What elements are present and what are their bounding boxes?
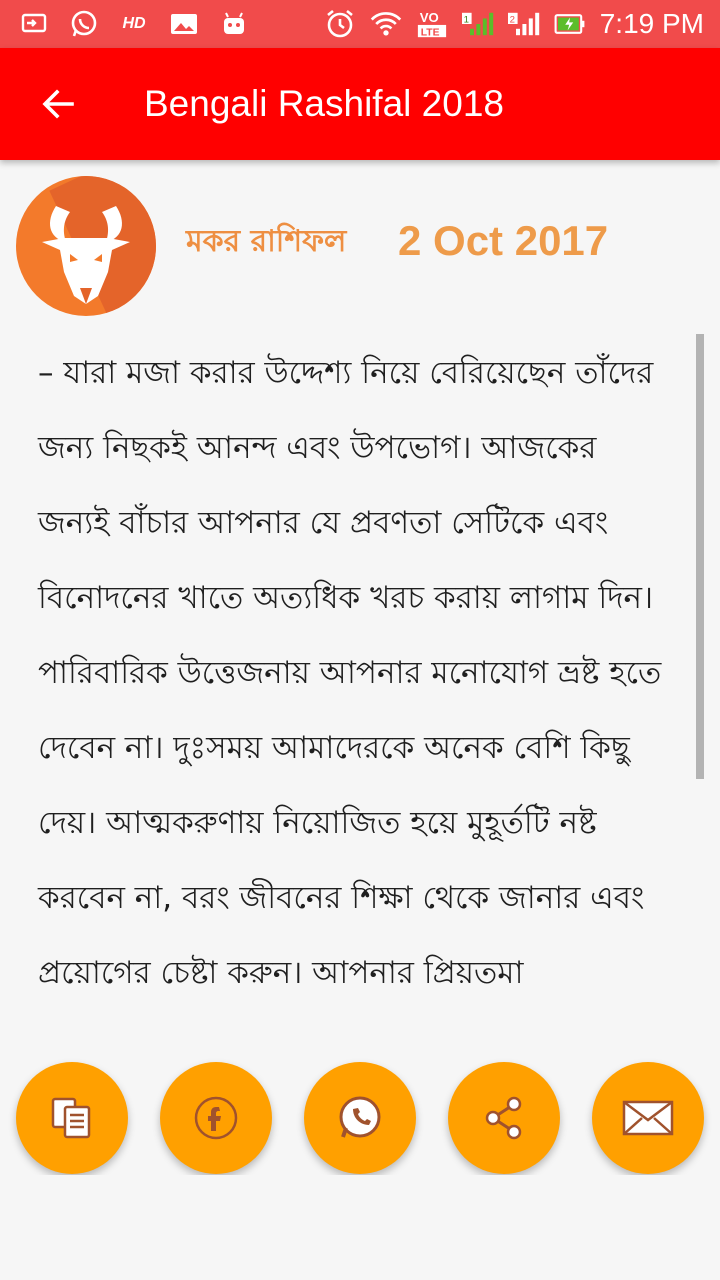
signal-sim1-icon [462, 8, 494, 40]
mail-icon [621, 1098, 675, 1138]
email-button[interactable] [592, 1062, 704, 1174]
whatsapp-icon [68, 8, 100, 40]
action-row [0, 1062, 720, 1174]
android-icon [218, 8, 250, 40]
svg-text:1: 1 [463, 14, 469, 26]
goat-head-icon [16, 176, 156, 316]
hd-icon: HD [122, 15, 146, 32]
scrollbar[interactable] [696, 334, 704, 779]
alarm-icon [324, 8, 356, 40]
status-time: 7:19 PM [599, 8, 704, 39]
horoscope-text: – যারা মজা করার উদ্দেশ্য নিয়ে বেরিয়েছেন তাঁদের জন্য নিছকই আনন্দ এবং উপভোগ। আজকের জন্যই বাঁচার আপনার যে প্রবণতা সেটিকে এবং বিনোদনের খাতে অত্যধিক খরচ করায় লাগাম দিন। পারিবারিক উত্তেজনায় আপনার মনোযোগ ভ্রষ্ট হতে দেবেন না। দুঃসময় আমাদেরকে অনেক বেশি কিছু দেয়। আত্মকরুণায় নিয়োজিত হয়ে মুহূর্তটি নষ্ট করবেন না, বরং জীবনের শিক্ষা থেকে জানার এবং প্রয়োগের চেষ্টা করুন। আপনার প্রিয়তমা [38, 355, 662, 991]
bottom-area [0, 1175, 720, 1280]
cast-icon [18, 8, 50, 40]
svg-text:VO: VO [419, 10, 439, 26]
share-button[interactable] [448, 1062, 560, 1174]
zodiac-badge [16, 176, 156, 316]
arrow-left-icon [40, 86, 76, 122]
facebook-icon [191, 1093, 241, 1143]
whatsapp-icon [333, 1091, 387, 1145]
facebook-share-button[interactable] [160, 1062, 272, 1174]
whatsapp-share-button[interactable] [304, 1062, 416, 1174]
date-label: 2 Oct 2017 [398, 217, 609, 264]
image-icon [168, 8, 200, 40]
volte-icon [416, 8, 448, 40]
horoscope-header [0, 176, 720, 316]
back-button[interactable] [30, 76, 86, 132]
copy-button[interactable] [16, 1062, 128, 1174]
signal-sim2-icon [508, 8, 540, 40]
horoscope-content[interactable] [0, 330, 720, 1175]
battery-charging-icon [554, 8, 586, 40]
svg-text:LTE: LTE [420, 27, 440, 39]
share-icon [479, 1093, 529, 1143]
status-bar [0, 0, 720, 48]
svg-text:2: 2 [509, 14, 515, 26]
wifi-icon [370, 8, 402, 40]
app-bar [0, 48, 720, 160]
sign-label: মকর রাশিফল [186, 224, 347, 259]
copy-icon [47, 1093, 97, 1143]
app-title: Bengali Rashifal 2018 [144, 83, 504, 124]
